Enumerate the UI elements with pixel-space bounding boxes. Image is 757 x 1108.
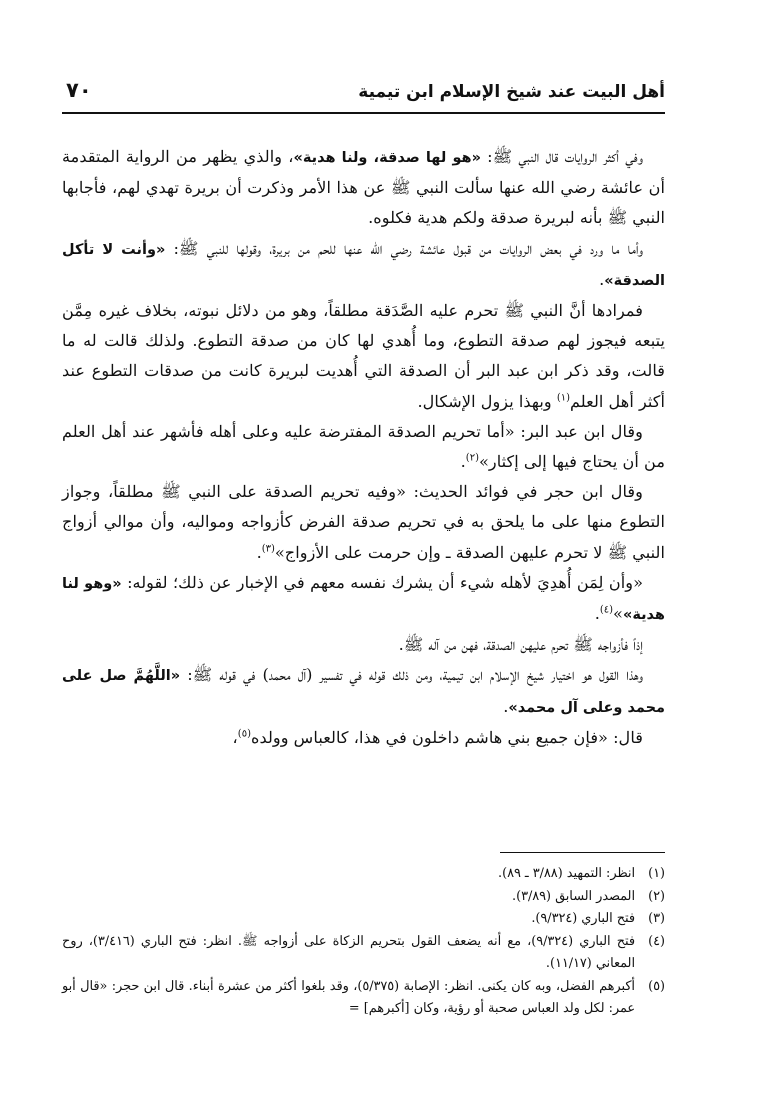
text-run: وقال ابن حجر في فوائد الحديث: «وفيه تحريم الصدقة على النبي ﷺ مطلقاً، وجواز التطوع منها على ما يلحق به في تحريم صدقة الفرض كأزواجه ومواليه، وأن موالي أزواج النبي ﷺ لا تحرم عليهن الصدقة ـ وإن حرمت على الأزواج» [62, 482, 665, 562]
paragraph [62, 417, 665, 477]
text-run: ، والذي يظهر من الرواية المتقدمة أن عائشة رضي الله عنها سألت النبي ﷺ عن هذا الأمر وذكرت أن بريرة تهدي لهم، فأجابها النبي ﷺ بأنه لبريرة صدقة ولكم هدية فكلوه. [62, 147, 665, 228]
footnote [62, 886, 665, 909]
running-title: أهل البيت عند شيخ الإسلام ابن تيمية [358, 82, 665, 102]
hadith-quote: «وهو لنا هدية» [62, 575, 665, 624]
text-run: وفي أكثر الروايات قال النبي ﷺ: [480, 147, 643, 166]
footnote-text: انظر: التمهيد (٣/٨٨ ـ ٨٩). [498, 866, 635, 881]
footnote-number: (٤) [648, 933, 665, 949]
footnote [62, 931, 665, 976]
main-text [62, 142, 665, 753]
text-run: . [503, 696, 509, 716]
footnote-number: (٢) [648, 888, 665, 904]
footnote-text: فتح الباري (٩/٣٢٤)، مع أنه يضعف القول بتحريم الزكاة على أزواجه ﷺ. انظر: فتح الباري (٣/٤١٦)، روح المعاني (١١/١٧). [62, 933, 635, 971]
paragraph [62, 568, 665, 630]
footnote [62, 976, 665, 1021]
text-run: «وأن لِمَن أُهدِيَ لأهله شيء أن يشرك نفسه معهم في الإخبار عن ذلك؛ لقوله: [121, 572, 643, 592]
text-run: وهذا القول هو اختيار شيخ الإسلام ابن تيمية، ومن ذلك قوله في تفسير (آل محمد) في قوله ﷺ: [180, 665, 644, 685]
page-number: ٧٠ [66, 78, 92, 102]
paragraph [62, 723, 665, 753]
page-header [62, 74, 665, 114]
footnote-ref[interactable]: (١) [556, 392, 571, 404]
text-run: . [256, 542, 262, 562]
hadith-quote: «وأنت لا تأكل الصدقة» [62, 241, 665, 289]
paragraph [62, 296, 665, 417]
footnote-ref[interactable]: (٤) [599, 604, 614, 616]
footnote-ref[interactable]: (٥) [237, 728, 251, 740]
footnote-number: (١) [648, 866, 665, 881]
paragraph [62, 660, 665, 722]
hadith-quote: «اللَّهُمَّ صل على محمد وعلى آل محمد» [62, 668, 665, 716]
footnote-text: المصدر السابق (٣/٨٩). [512, 888, 635, 904]
footnote [62, 908, 665, 931]
footnote-separator [500, 852, 665, 853]
footnote-ref[interactable]: (٣) [261, 543, 275, 555]
paragraph [62, 142, 665, 234]
paragraph [62, 234, 665, 296]
footnote-number: (٥) [648, 978, 665, 994]
footnote-ref[interactable]: (٢) [465, 452, 479, 464]
text-run: قال: «فإن جميع بني هاشم داخلون في هذا، كالعباس وولده [250, 727, 643, 747]
text-run: ، [232, 727, 238, 747]
text-run: وقال ابن عبد البر: «أما تحريم الصدقة المفترضة عليه وعلى أهله فأشهر عند أهل العلم من أن يحتاج فيها إلى إكثار» [62, 421, 665, 472]
text-run: » [613, 604, 623, 624]
footnote-text: أكبرهم الفضل، وبه كان يكنى. انظر: الإصابة (٥/٣٧٥)، وقد بلغوا أكثر من عشرة أبناء. قال ابن حجر: «قال أبو عمر: لكل ولد العباس صحبة أو رؤية، وكان [أكبرهم] = [62, 978, 635, 1016]
footnotes-section [62, 852, 665, 1021]
text-run: وأما ما ورد في بعض الروايات من قبول عائشة رضي الله عنها للحم من بريرة، وقولها للنبي ﷺ: [165, 238, 643, 258]
book-page [62, 0, 665, 1108]
text-run: وبهذا يزول الإشكال. [417, 391, 557, 411]
footnote [62, 863, 665, 886]
text-run: . [460, 452, 466, 472]
paragraph [62, 630, 665, 660]
text-run: . [599, 269, 605, 289]
footnote-number: (٣) [648, 911, 665, 926]
text-run: فمرادها أنَّ النبي ﷺ تحرم عليه الصَّدَقة مطلقاً، وهو من دلائل نبوته، بخلاف غيره مِمَّن يتبعه فيجوز لهم صدقة التطوع، وما أُهدي لها كان من صدقة التطوع. ولذلك قالت له ما قالت، وقد ذكر ابن عبد البر أن الصدقة التي أُهديت لبريرة كانت من صدقات التطوع عند أكثر أهل العلم [62, 301, 665, 411]
paragraph [62, 477, 665, 568]
footnote-text: فتح الباري (٩/٣٢٤). [531, 911, 635, 926]
text-run: إذاً فأزواجه ﷺ تحرم عليهن الصدقة، فهن من آله ﷺ. [398, 635, 643, 655]
text-run: . [594, 604, 600, 624]
hadith-quote: «هو لها صدقة، ولنا هدية» [293, 150, 481, 166]
